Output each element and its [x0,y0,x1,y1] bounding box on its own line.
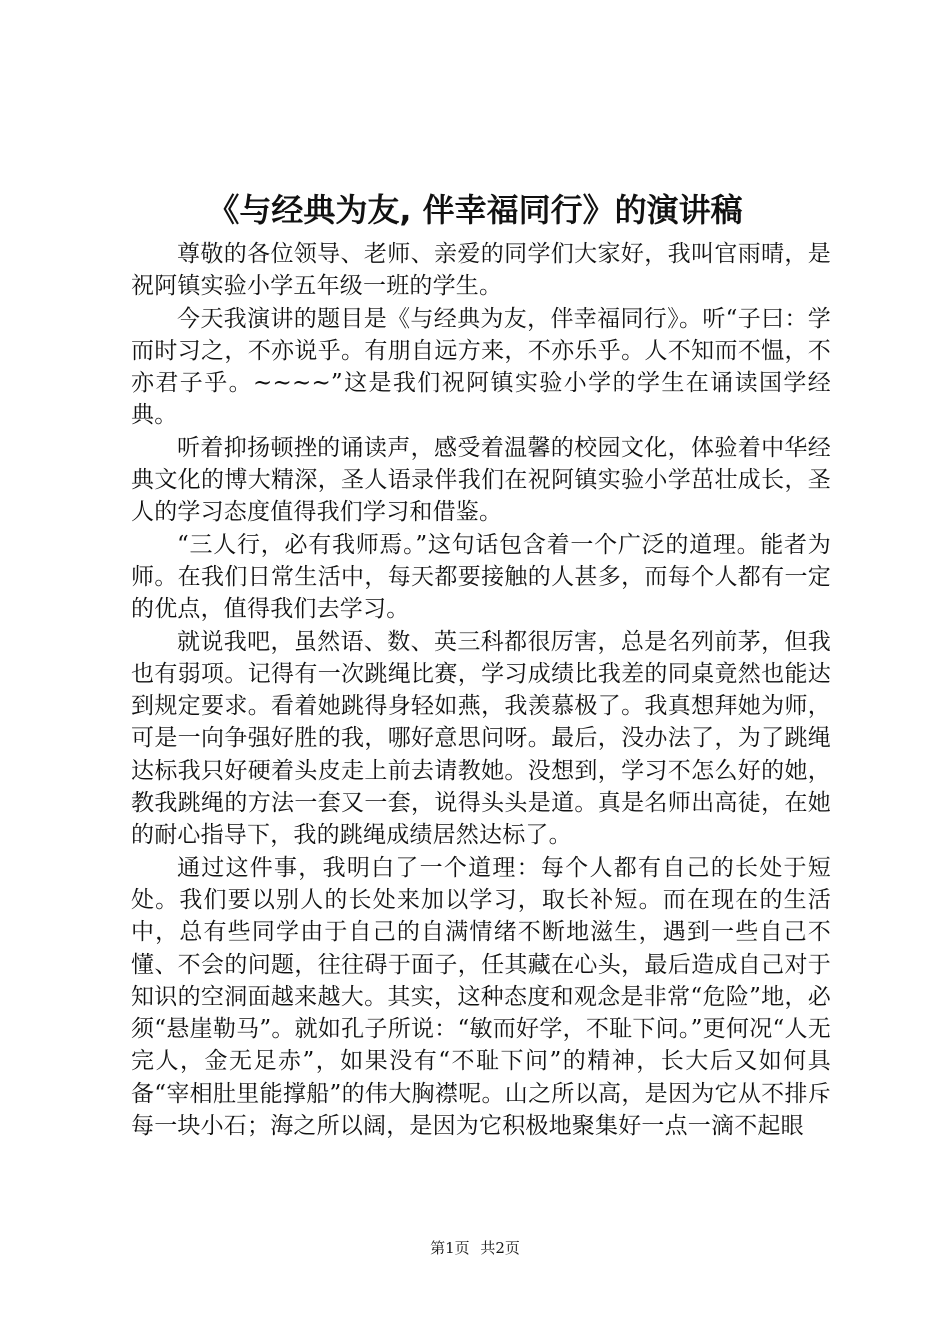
paragraph-lesson: 通过这件事，我明白了一个道理：每个人都有自己的长处于短处。我们要以别人的长处来加以学习，取长补短。而在现在的生活中，总有些同学由于自己的自满情绪不断地滋生，遇到一些自己不懂、不会的问题，往往碍于面子，任其藏在心头，最后造成自己对于知识的空洞面越来越大。其实，这种态度和观念是非常“危险”地，必须“悬崖勒马”。就如孔子所说：“敏而好学，不耻下问。”更何况“人无完人，金无足赤”，如果没有“不耻下问”的精神，长大后又如何具备“宰相肚里能撑船”的伟大胸襟呢。山之所以高，是因为它从不排斥每一块小石；海之所以阔，是因为它积极地聚集好一点一滴不起眼 [131,854,831,1140]
document-body [131,238,831,1142]
page-footer [0,1238,950,1258]
paragraph-story: 就说我吧，虽然语、数、英三科都很厉害，总是名列前茅，但我也有弱项。记得有一次跳绳比赛，学习成绩比我差的同桌竟然也能达到规定要求。看着她跳得身轻如燕，我羡慕极了。我真想拜她为师，可是一向争强好胜的我，哪好意思问呀。最后，没办法了，为了跳绳达标我只好硬着头皮走上前去请教她。没想到，学习不怎么好的她，教我跳绳的方法一套又一套，说得头头是道。真是名师出高徒，在她的耐心指导下，我的跳绳成绩居然达标了。 [131,628,831,849]
paragraph-teacher-quote: “三人行，必有我师焉。”这句话包含着一个广泛的道理。能者为师。在我们日常生活中，每天都要接触的人甚多，而每个人都有一定的优点，值得我们去学习。 [131,531,831,623]
page-number: 第1页 [430,1239,470,1257]
page-total: 共2页 [480,1239,520,1257]
paragraph-topic: 今天我演讲的题目是《与经典为友，伴幸福同行》。听“子曰：学而时习之，不亦说乎。有朋自远方来，不亦乐乎。人不知而不愠，不亦君子乎。~~~~”这是我们祝阿镇实验小学的学生在诵读国学经典。 [131,305,831,429]
paragraph-greeting: 尊敬的各位领导、老师、亲爱的同学们大家好，我叫官雨晴，是祝阿镇实验小学五年级一班的学生。 [131,241,831,300]
paragraph-reading: 听着抑扬顿挫的诵读声，感受着温馨的校园文化，体验着中华经典文化的博大精深，圣人语录伴我们在祝阿镇实验小学茁壮成长，圣人的学习态度值得我们学习和借鉴。 [131,434,831,526]
document-title: 《与经典为友, 伴幸福同行》的演讲稿 [207,191,743,229]
